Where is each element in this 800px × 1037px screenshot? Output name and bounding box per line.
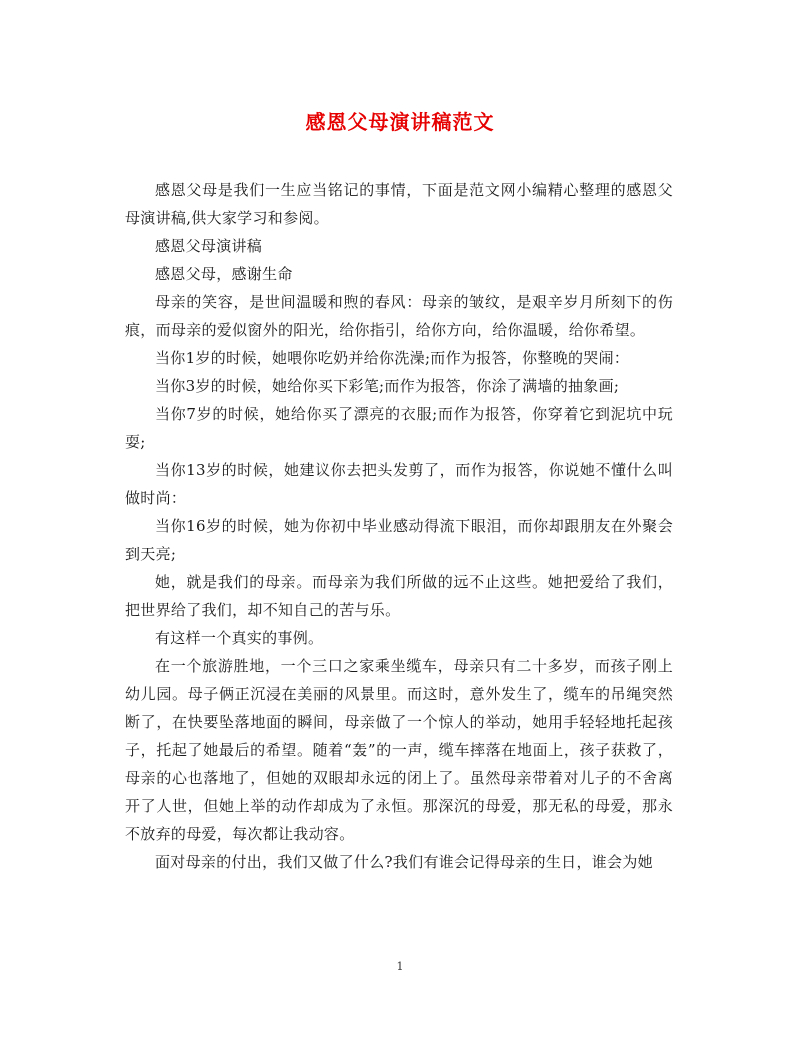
paragraph: 在一个旅游胜地，一个三口之家乘坐缆车，母亲只有二十多岁，而孩子刚上幼儿园。母子俩正沉浸在美丽的风景里。而这时，意外发生了，缆车的吊绳突然断了，在快要坠落地面的瞬间，母亲做了一个惊人的举动，她用手轻轻地托起孩子，托起了她最后的希望。随着“轰”的一声，缆车摔落在地面上，孩子获救了，母亲的心也落地了，但她的双眼却永远的闭上了。虽然母亲带着对儿子的不舍离开了人世，但她上举的动作却成为了永恒。那深沉的母爱，那无私的母爱，那永不放弃的母爱，每次都让我动容。 <box>125 657 673 843</box>
page-number: 1 <box>396 960 404 973</box>
paragraph: 她，就是我们的母亲。而母亲为我们所做的远不止这些。她把爱给了我们，把世界给了我们，却不知自己的苦与乐。 <box>125 573 673 619</box>
paragraph: 面对母亲的付出，我们又做了什么?我们有谁会记得母亲的生日，谁会为她 <box>155 853 653 871</box>
paragraph: 当你3岁的时候，她给你买下彩笔;而作为报答，你涂了满墙的抽象画; <box>155 377 620 395</box>
paragraph-subheading: 感恩父母，感谢生命 <box>155 265 293 283</box>
paragraph-heading: 感恩父母演讲稿 <box>155 237 263 255</box>
paragraph: 当你16岁的时候，她为你初中毕业感动得流下眼泪，而你却跟朋友在外聚会到天亮; <box>125 517 673 563</box>
paragraph: 当你7岁的时候，她给你买了漂亮的衣服;而作为报答，你穿着它到泥坑中玩耍; <box>125 405 673 451</box>
paragraph: 当你1岁的时候，她喂你吃奶并给你洗澡;而作为报答，你整晚的哭闹： <box>155 349 630 367</box>
document-title: 感恩父母演讲稿范文 <box>305 110 495 134</box>
document-body <box>125 176 673 876</box>
paragraph-intro: 感恩父母是我们一生应当铭记的事情，下面是范文网小编精心整理的感恩父母演讲稿,供大家学习和参阅。 <box>125 181 673 227</box>
paragraph: 母亲的笑容，是世间温暖和煦的春风：母亲的皱纹，是艰辛岁月所刻下的伤痕，而母亲的爱似窗外的阳光，给你指引，给你方向，给你温暖，给你希望。 <box>125 293 673 339</box>
paragraph: 当你13岁的时候，她建议你去把头发剪了，而作为报答，你说她不懂什么叫做时尚： <box>125 461 673 507</box>
paragraph: 有这样一个真实的事例。 <box>155 629 324 647</box>
